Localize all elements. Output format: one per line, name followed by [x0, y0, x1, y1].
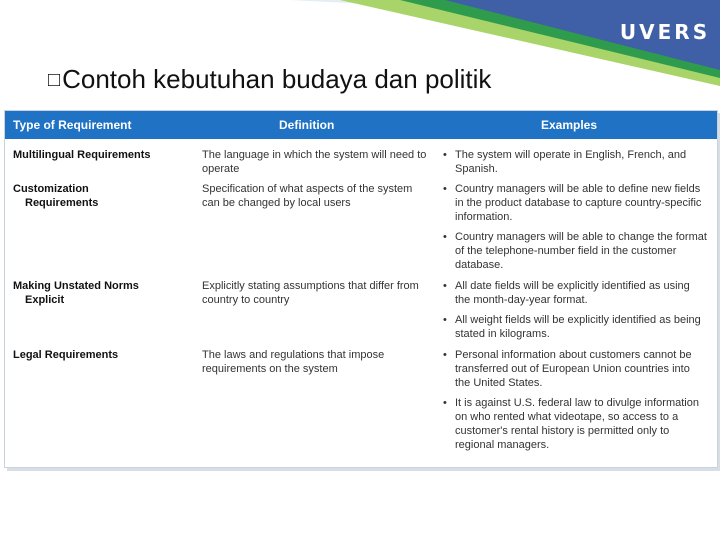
example-item: • All weight fields will be explicitly identified as being stated in kilograms. [442, 313, 707, 341]
requirement-type-line: Making Unstated Norms [13, 280, 139, 292]
example-item: • Personal information about customers cannot be transferred out of European Union countries into the United States. [442, 348, 707, 390]
requirement-type [13, 182, 193, 210]
example-item: • It is against U.S. federal law to divulge information on who rented what videotape, so access to a customer's rental history is permitted only to regional managers. [442, 396, 707, 452]
examples-list [442, 348, 707, 458]
header-definition: Definition [279, 118, 335, 132]
requirement-definition: The language in which the system will need to operate [202, 149, 427, 175]
requirement-type: Multilingual Requirements [13, 149, 151, 161]
examples-list [442, 182, 707, 278]
requirement-type [13, 279, 193, 307]
slide-title-text: Contoh kebutuhan budaya dan politik [62, 64, 492, 94]
example-item: • The system will operate in English, French, and Spanish. [442, 148, 707, 176]
requirement-definition: Specification of what aspects of the system can be changed by local users [202, 183, 413, 209]
requirement-definition: The laws and regulations that impose requirements on the system [202, 349, 385, 375]
example-item: • All date fields will be explicitly identified as using the month-day-year format. [442, 279, 707, 307]
examples-list [442, 279, 707, 347]
examples-list [442, 148, 707, 182]
requirement-type-line: Customization [13, 183, 89, 195]
slide-title [48, 64, 491, 95]
example-item: • Country managers will be able to change the format of the telephone-number field in the customer database. [442, 230, 707, 272]
square-bullet-icon: □ [48, 69, 61, 91]
table-header [5, 111, 717, 139]
example-item: • Country managers will be able to define new fields in the product database to capture country-specific information. [442, 182, 707, 224]
requirement-definition: Explicitly stating assumptions that differ from country to country [202, 280, 419, 306]
requirements-table [4, 110, 718, 468]
header-type: Type of Requirement [13, 118, 132, 132]
requirement-type-line: Requirements [25, 197, 99, 209]
uvers-logo: UVERS [619, 20, 711, 44]
header-examples: Examples [541, 118, 598, 132]
requirement-type: Legal Requirements [13, 349, 119, 361]
requirement-type-line: Explicit [25, 294, 65, 306]
